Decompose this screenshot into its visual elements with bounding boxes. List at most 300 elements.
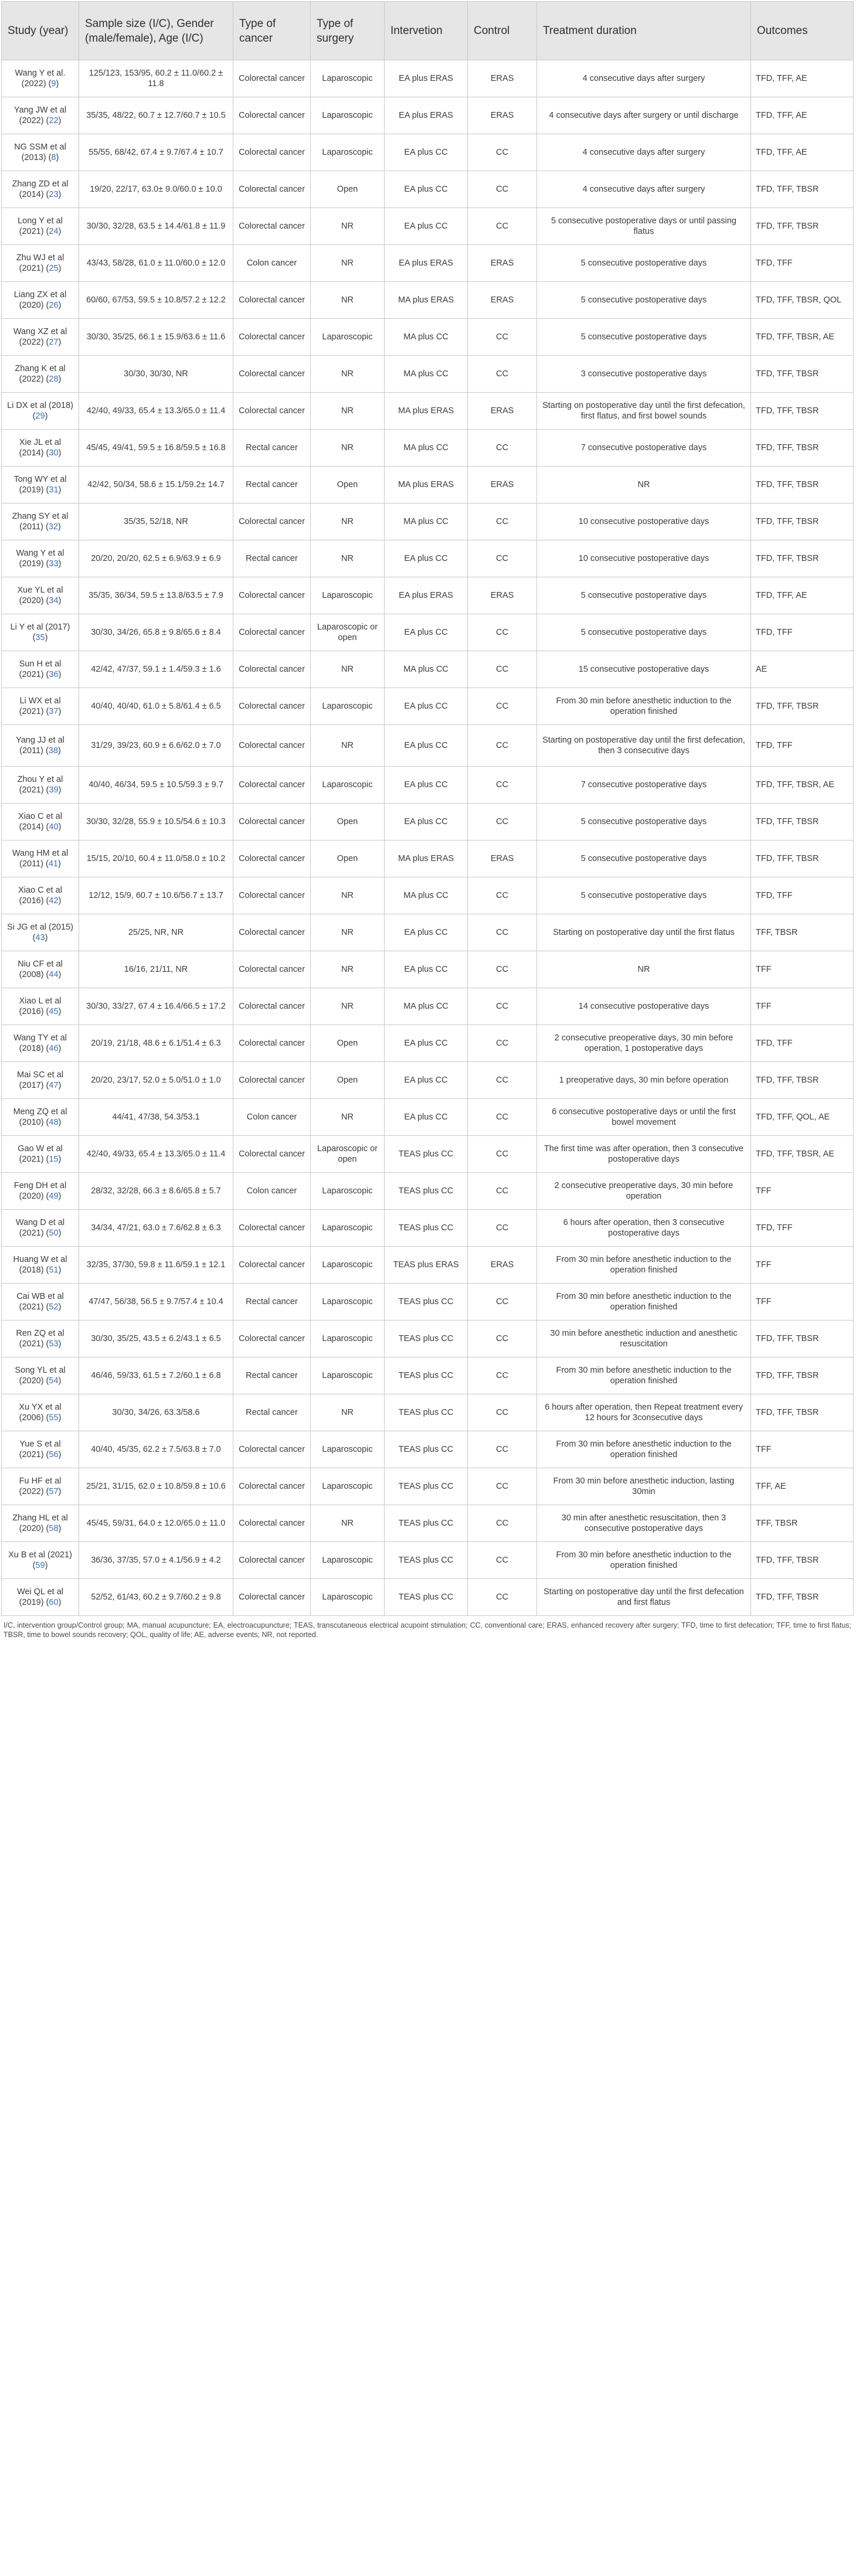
duration-cell: From 30 min before anesthetic induction, lasting 30min (537, 1468, 751, 1505)
header-surgery: Type of surgery (311, 2, 385, 60)
outcomes-cell: TFD, TFF, AE (751, 134, 854, 171)
citation-close: ) (58, 707, 62, 716)
cancer-type-cell: Rectal cancer (233, 467, 311, 503)
study-label: Huang W et al (2018) ( (13, 1255, 67, 1275)
intervention-cell: TEAS plus CC (385, 1210, 468, 1247)
surgery-type-cell: NR (311, 1394, 385, 1431)
cancer-type-cell: Colorectal cancer (233, 171, 311, 208)
sample-cell: 46/46, 59/33, 61.5 ± 7.2/60.1 ± 6.8 (79, 1357, 233, 1394)
duration-cell: 3 consecutive postoperative days (537, 356, 751, 393)
citation-close: ) (58, 1081, 62, 1090)
control-cell: CC (468, 1357, 537, 1394)
cancer-type-cell: Colorectal cancer (233, 1247, 311, 1284)
surgery-type-cell: Laparoscopic (311, 1210, 385, 1247)
outcomes-cell: TFD, TFF, QOL, AE (751, 1099, 854, 1136)
study-label: Yue S et al (2021) ( (19, 1440, 61, 1459)
citation-link[interactable]: 22 (49, 116, 59, 125)
outcomes-cell: TFD, TFF, TBSR (751, 467, 854, 503)
intervention-cell: TEAS plus CC (385, 1579, 468, 1616)
citation-close: ) (56, 153, 59, 162)
control-cell: CC (468, 951, 537, 988)
study-cell (2, 767, 79, 804)
intervention-cell: EA plus CC (385, 1062, 468, 1099)
control-cell: CC (468, 725, 537, 767)
study-label: Sun H et al (2021) ( (19, 659, 62, 679)
duration-cell: 4 consecutive days after surgery (537, 134, 751, 171)
outcomes-cell: TFD, TFF, TBSR (751, 1062, 854, 1099)
outcomes-cell: TFF (751, 951, 854, 988)
citation-link[interactable]: 40 (49, 822, 59, 832)
citation-link[interactable]: 34 (49, 596, 59, 605)
sample-cell: 25/25, NR, NR (79, 914, 233, 951)
table-row (2, 356, 854, 393)
citation-link[interactable]: 43 (35, 933, 45, 942)
duration-cell: 5 consecutive postoperative days (537, 840, 751, 877)
outcomes-cell: TFD, TFF (751, 614, 854, 651)
cancer-type-cell: Colorectal cancer (233, 1321, 311, 1357)
study-cell (2, 988, 79, 1025)
cancer-type-cell: Colorectal cancer (233, 356, 311, 393)
study-label: Wang TY et al (2018) ( (13, 1033, 67, 1053)
cancer-type-cell: Colorectal cancer (233, 767, 311, 804)
citation-link[interactable]: 9 (51, 79, 56, 89)
control-cell: CC (468, 430, 537, 467)
study-cell (2, 1321, 79, 1357)
study-label: Wang D et al (2021) ( (15, 1218, 65, 1238)
control-cell: ERAS (468, 97, 537, 134)
control-cell: CC (468, 208, 537, 245)
sample-cell: 42/40, 49/33, 65.4 ± 13.3/65.0 ± 11.4 (79, 393, 233, 430)
cancer-type-cell: Rectal cancer (233, 540, 311, 577)
surgery-type-cell: NR (311, 503, 385, 540)
duration-cell: 2 consecutive preoperative days, 30 min before operation, 1 postoperative days (537, 1025, 751, 1062)
cancer-type-cell: Colorectal cancer (233, 1062, 311, 1099)
surgery-type-cell: Laparoscopic (311, 319, 385, 356)
surgery-type-cell: NR (311, 951, 385, 988)
outcomes-cell: TFD, TFF, TBSR (751, 171, 854, 208)
table-row (2, 430, 854, 467)
surgery-type-cell: Laparoscopic (311, 1321, 385, 1357)
duration-cell: 7 consecutive postoperative days (537, 767, 751, 804)
citation-link[interactable]: 58 (49, 1524, 59, 1533)
table-row (2, 245, 854, 282)
table-row (2, 614, 854, 651)
intervention-cell: EA plus CC (385, 914, 468, 951)
table-row (2, 767, 854, 804)
cancer-type-cell: Colorectal cancer (233, 60, 311, 97)
cancer-type-cell: Colorectal cancer (233, 319, 311, 356)
citation-link[interactable]: 37 (49, 707, 59, 716)
study-label: Zhang HL et al (2020) ( (12, 1513, 68, 1533)
outcomes-cell: TFD, TFF, TBSR (751, 804, 854, 840)
citation-link[interactable]: 49 (49, 1192, 59, 1201)
surgery-type-cell: Laparoscopic (311, 1431, 385, 1468)
table-row (2, 60, 854, 97)
study-cell (2, 540, 79, 577)
sample-cell: 30/30, 34/26, 65.8 ± 9.8/65.6 ± 8.4 (79, 614, 233, 651)
study-label: Si JG et al (2015) ( (7, 923, 73, 942)
table-row (2, 1247, 854, 1284)
table-row (2, 282, 854, 319)
citation-close: ) (58, 190, 62, 199)
surgery-type-cell: NR (311, 208, 385, 245)
outcomes-cell: TFF (751, 988, 854, 1025)
sample-cell: 30/30, 30/30, NR (79, 356, 233, 393)
sample-cell: 60/60, 67/53, 59.5 ± 10.8/57.2 ± 12.2 (79, 282, 233, 319)
study-label: Yang JJ et al (2011) ( (16, 736, 64, 756)
table-row (2, 1099, 854, 1136)
sample-cell: 42/42, 50/34, 58.6 ± 15.1/59.2± 14.7 (79, 467, 233, 503)
study-cell (2, 134, 79, 171)
citation-link[interactable]: 39 (49, 785, 59, 795)
duration-cell: From 30 min before anesthetic induction to the operation finished (537, 1431, 751, 1468)
cancer-type-cell: Rectal cancer (233, 430, 311, 467)
control-cell: CC (468, 1321, 537, 1357)
table-row (2, 134, 854, 171)
control-cell: CC (468, 1025, 537, 1062)
duration-cell: NR (537, 467, 751, 503)
study-label: Xiao L et al (2016) ( (19, 996, 62, 1016)
citation-close: ) (58, 1376, 62, 1386)
intervention-cell: TEAS plus CC (385, 1394, 468, 1431)
citation-link[interactable]: 8 (51, 153, 56, 162)
outcomes-cell: TFF, AE (751, 1468, 854, 1505)
intervention-cell: MA plus CC (385, 319, 468, 356)
sample-cell: 32/35, 37/30, 59.8 ± 11.6/59.1 ± 12.1 (79, 1247, 233, 1284)
sample-cell: 40/40, 46/34, 59.5 ± 10.5/59.3 ± 9.7 (79, 767, 233, 804)
table-row (2, 1431, 854, 1468)
table-row (2, 577, 854, 614)
sample-cell: 45/45, 59/31, 64.0 ± 12.0/65.0 ± 11.0 (79, 1505, 233, 1542)
cancer-type-cell: Colorectal cancer (233, 577, 311, 614)
cancer-type-cell: Colorectal cancer (233, 282, 311, 319)
study-cell (2, 1394, 79, 1431)
control-cell: CC (468, 503, 537, 540)
duration-cell: NR (537, 951, 751, 988)
study-cell (2, 208, 79, 245)
citation-link[interactable]: 55 (49, 1413, 59, 1423)
outcomes-cell: TFD, TFF, TBSR (751, 840, 854, 877)
citation-link[interactable]: 29 (35, 411, 45, 421)
citation-link[interactable]: 60 (49, 1598, 59, 1607)
outcomes-cell: TFD, TFF, AE (751, 97, 854, 134)
cancer-type-cell: Colorectal cancer (233, 1025, 311, 1062)
sample-cell: 19/20, 22/17, 63.0± 9.0/60.0 ± 10.0 (79, 171, 233, 208)
control-cell: CC (468, 614, 537, 651)
outcomes-cell: TFD, TFF, AE (751, 577, 854, 614)
cancer-type-cell: Colorectal cancer (233, 688, 311, 725)
citation-link[interactable]: 30 (49, 448, 59, 458)
citation-link[interactable]: 46 (49, 1044, 59, 1053)
citation-link[interactable]: 57 (49, 1487, 59, 1496)
duration-cell: 5 consecutive postoperative days (537, 577, 751, 614)
sample-cell: 35/35, 48/22, 60.7 ± 12.7/60.7 ± 10.5 (79, 97, 233, 134)
study-cell (2, 503, 79, 540)
intervention-cell: MA plus CC (385, 988, 468, 1025)
citation-close: ) (58, 227, 62, 236)
duration-cell: 10 consecutive postoperative days (537, 503, 751, 540)
control-cell: CC (468, 1062, 537, 1099)
table-row (2, 1062, 854, 1099)
outcomes-cell: TFD, TFF, AE (751, 60, 854, 97)
control-cell: ERAS (468, 60, 537, 97)
outcomes-cell: TFD, TFF, TBSR, AE (751, 1136, 854, 1173)
table-row (2, 840, 854, 877)
table-row (2, 1394, 854, 1431)
duration-cell: 2 consecutive preoperative days, 30 min before operation (537, 1173, 751, 1210)
citation-link[interactable]: 50 (49, 1229, 59, 1238)
citation-close: ) (45, 633, 48, 642)
citation-link[interactable]: 51 (49, 1265, 59, 1275)
study-label: Feng DH et al (2020) ( (13, 1181, 67, 1201)
citation-close: ) (58, 822, 62, 832)
study-cell (2, 430, 79, 467)
citation-link[interactable]: 47 (49, 1081, 59, 1090)
sample-cell: 34/34, 47/21, 63.0 ± 7.6/62.8 ± 6.3 (79, 1210, 233, 1247)
intervention-cell: EA plus CC (385, 1099, 468, 1136)
control-cell: CC (468, 171, 537, 208)
cancer-type-cell: Colorectal cancer (233, 503, 311, 540)
intervention-cell: EA plus CC (385, 540, 468, 577)
citation-close: ) (58, 596, 62, 605)
citation-link[interactable]: 23 (49, 190, 59, 199)
sample-cell: 12/12, 15/9, 60.7 ± 10.6/56.7 ± 13.7 (79, 877, 233, 914)
cancer-type-cell: Colorectal cancer (233, 1505, 311, 1542)
surgery-type-cell: NR (311, 877, 385, 914)
study-label: Xu YX et al (2006) ( (19, 1403, 62, 1423)
duration-cell: 1 preoperative days, 30 min before operation (537, 1062, 751, 1099)
sample-cell: 31/29, 39/23, 60.9 ± 6.6/62.0 ± 7.0 (79, 725, 233, 767)
control-cell: ERAS (468, 282, 537, 319)
table-row (2, 393, 854, 430)
outcomes-cell: TFD, TFF (751, 725, 854, 767)
surgery-type-cell: Laparoscopic (311, 1468, 385, 1505)
table-header-row (2, 2, 854, 60)
surgery-type-cell: NR (311, 245, 385, 282)
citation-link[interactable]: 28 (49, 375, 59, 384)
header-intervention: Intervetion (385, 2, 468, 60)
citation-close: ) (58, 785, 62, 795)
outcomes-cell: TFD, TFF (751, 245, 854, 282)
study-cell (2, 1062, 79, 1099)
table-row (2, 1542, 854, 1579)
citation-close: ) (56, 79, 59, 89)
surgery-type-cell: Laparoscopic or open (311, 614, 385, 651)
surgery-type-cell: NR (311, 1505, 385, 1542)
citation-link[interactable]: 42 (49, 896, 59, 906)
citation-close: ) (45, 411, 48, 421)
citation-link[interactable]: 33 (49, 559, 59, 569)
study-label: Mai SC et al (2017) ( (17, 1070, 63, 1090)
outcomes-cell: TFD, TFF, TBSR, AE (751, 319, 854, 356)
study-cell (2, 1579, 79, 1616)
citation-close: ) (58, 970, 62, 979)
table-row (2, 1210, 854, 1247)
study-label: Niu CF et al (2008) ( (18, 959, 63, 979)
outcomes-cell: TFD, TFF, TBSR (751, 1321, 854, 1357)
study-label: Fu HF et al (2022) ( (19, 1476, 62, 1496)
study-cell (2, 282, 79, 319)
table-row (2, 208, 854, 245)
outcomes-cell: TFD, TFF, TBSR (751, 1357, 854, 1394)
intervention-cell: MA plus CC (385, 503, 468, 540)
header-outcomes: Outcomes (751, 2, 854, 60)
control-cell: CC (468, 1468, 537, 1505)
duration-cell: 5 consecutive postoperative days (537, 877, 751, 914)
citation-link[interactable]: 25 (49, 264, 59, 273)
intervention-cell: EA plus ERAS (385, 97, 468, 134)
study-label: Cai WB et al (2021) ( (16, 1292, 64, 1312)
duration-cell: Starting on postoperative day until the first defecation, first flatus, and first bowel sounds (537, 393, 751, 430)
header-cancer: Type of cancer (233, 2, 311, 60)
duration-cell: From 30 min before anesthetic induction to the operation finished (537, 1284, 751, 1321)
sample-cell: 55/55, 68/42, 67.4 ± 9.7/67.4 ± 10.7 (79, 134, 233, 171)
study-cell (2, 393, 79, 430)
control-cell: CC (468, 1173, 537, 1210)
outcomes-cell: TFF, TBSR (751, 1505, 854, 1542)
control-cell: CC (468, 1505, 537, 1542)
sample-cell: 52/52, 61/43, 60.2 ± 9.7/60.2 ± 9.8 (79, 1579, 233, 1616)
study-label: Wang HM et al (2011) ( (12, 849, 69, 869)
duration-cell: 6 hours after operation, then Repeat treatment every 12 hours for 3consecutive days (537, 1394, 751, 1431)
citation-link[interactable]: 56 (49, 1450, 59, 1459)
citation-link[interactable]: 24 (49, 227, 59, 236)
sample-cell: 45/45, 49/41, 59.5 ± 16.8/59.5 ± 16.8 (79, 430, 233, 467)
outcomes-cell: TFF, TBSR (751, 914, 854, 951)
control-cell: CC (468, 688, 537, 725)
intervention-cell: MA plus CC (385, 651, 468, 688)
citation-close: ) (58, 301, 62, 310)
citation-link[interactable]: 45 (49, 1007, 59, 1016)
citation-link[interactable]: 44 (49, 970, 59, 979)
citation-close: ) (58, 1598, 62, 1607)
study-label: Wang Y et al. (2022) ( (15, 69, 66, 89)
citation-link[interactable]: 27 (49, 338, 59, 347)
citation-link[interactable]: 53 (49, 1339, 59, 1349)
study-cell (2, 1173, 79, 1210)
table-row (2, 1579, 854, 1616)
citation-link[interactable]: 26 (49, 301, 59, 310)
surgery-type-cell: Laparoscopic (311, 1579, 385, 1616)
intervention-cell: MA plus ERAS (385, 467, 468, 503)
surgery-type-cell: Laparoscopic (311, 60, 385, 97)
table-row (2, 503, 854, 540)
sample-cell: 42/42, 47/37, 59.1 ± 1.4/59.3 ± 1.6 (79, 651, 233, 688)
citation-close: ) (45, 933, 48, 942)
citation-close: ) (58, 1118, 62, 1127)
surgery-type-cell: Laparoscopic (311, 1357, 385, 1394)
citation-link[interactable]: 15 (49, 1155, 59, 1164)
study-label: Gao W et al (2021) ( (18, 1144, 63, 1164)
table-row (2, 97, 854, 134)
study-label: Li WX et al (2021) ( (19, 696, 61, 716)
surgery-type-cell: Open (311, 840, 385, 877)
control-cell: CC (468, 319, 537, 356)
surgery-type-cell: Open (311, 171, 385, 208)
duration-cell: 5 consecutive postoperative days (537, 319, 751, 356)
surgery-type-cell: Laparoscopic (311, 97, 385, 134)
intervention-cell: EA plus CC (385, 688, 468, 725)
citation-close: ) (58, 859, 61, 869)
outcomes-cell: TFD, TFF, TBSR (751, 393, 854, 430)
header-sample: Sample size (I/C), Gender (male/female), Age (I/C) (79, 2, 233, 60)
sample-cell: 43/43, 58/28, 61.0 ± 11.0/60.0 ± 12.0 (79, 245, 233, 282)
citation-close: ) (58, 1229, 62, 1238)
cancer-type-cell: Colorectal cancer (233, 840, 311, 877)
citation-close: ) (58, 375, 62, 384)
study-label: Meng ZQ et al (2010) ( (13, 1107, 67, 1127)
duration-cell: 30 min after anesthetic resuscitation, then 3 consecutive postoperative days (537, 1505, 751, 1542)
cancer-type-cell: Colorectal cancer (233, 393, 311, 430)
surgery-type-cell: Laparoscopic or open (311, 1136, 385, 1173)
sample-cell: 35/35, 36/34, 59.5 ± 13.8/63.5 ± 7.9 (79, 577, 233, 614)
control-cell: CC (468, 1542, 537, 1579)
study-label: NG SSM et al (2013) ( (14, 142, 66, 162)
citation-link[interactable]: 35 (35, 633, 45, 642)
intervention-cell: TEAS plus CC (385, 1542, 468, 1579)
citation-link[interactable]: 59 (35, 1561, 45, 1570)
duration-cell: From 30 min before anesthetic induction to the operation finished (537, 1247, 751, 1284)
table-row (2, 467, 854, 503)
duration-cell: 7 consecutive postoperative days (537, 430, 751, 467)
surgery-type-cell: NR (311, 540, 385, 577)
duration-cell: 5 consecutive postoperative days (537, 245, 751, 282)
cancer-type-cell: Colorectal cancer (233, 988, 311, 1025)
study-cell (2, 804, 79, 840)
citation-link[interactable]: 48 (49, 1118, 59, 1127)
sample-cell: 20/19, 21/18, 48.6 ± 6.1/51.4 ± 6.3 (79, 1025, 233, 1062)
sample-cell: 40/40, 40/40, 61.0 ± 5.8/61.4 ± 6.5 (79, 688, 233, 725)
study-cell (2, 577, 79, 614)
cancer-type-cell: Rectal cancer (233, 1284, 311, 1321)
citation-link[interactable]: 36 (49, 670, 59, 679)
control-cell: ERAS (468, 245, 537, 282)
study-cell (2, 651, 79, 688)
surgery-type-cell: NR (311, 282, 385, 319)
control-cell: CC (468, 134, 537, 171)
citation-link[interactable]: 52 (49, 1302, 59, 1312)
table-row (2, 877, 854, 914)
control-cell: ERAS (468, 840, 537, 877)
table-row (2, 1136, 854, 1173)
table-row (2, 1321, 854, 1357)
control-cell: CC (468, 1431, 537, 1468)
intervention-cell: MA plus CC (385, 877, 468, 914)
study-label: Zhang ZD et al (2014) ( (12, 179, 69, 199)
citation-link[interactable]: 41 (48, 859, 58, 869)
study-label: Wang Y et al (2019) ( (16, 549, 64, 569)
citation-link[interactable]: 54 (49, 1376, 59, 1386)
citation-link[interactable]: 32 (48, 522, 58, 532)
citation-close: ) (58, 485, 62, 495)
citation-close: ) (58, 670, 62, 679)
intervention-cell: EA plus ERAS (385, 60, 468, 97)
study-label: Xie JL et al (2014) ( (19, 438, 62, 458)
study-cell (2, 467, 79, 503)
citation-link[interactable]: 31 (49, 485, 59, 495)
sample-cell: 30/30, 35/25, 66.1 ± 15.9/63.6 ± 11.6 (79, 319, 233, 356)
citation-link[interactable]: 38 (48, 746, 58, 756)
control-cell: ERAS (468, 1247, 537, 1284)
citation-close: ) (58, 1265, 62, 1275)
study-cell (2, 840, 79, 877)
control-cell: CC (468, 1284, 537, 1321)
outcomes-cell: TFD, TFF, TBSR (751, 430, 854, 467)
study-cell (2, 1431, 79, 1468)
study-characteristics-table (1, 1, 854, 1616)
sample-cell: 16/16, 21/11, NR (79, 951, 233, 988)
table-row (2, 319, 854, 356)
